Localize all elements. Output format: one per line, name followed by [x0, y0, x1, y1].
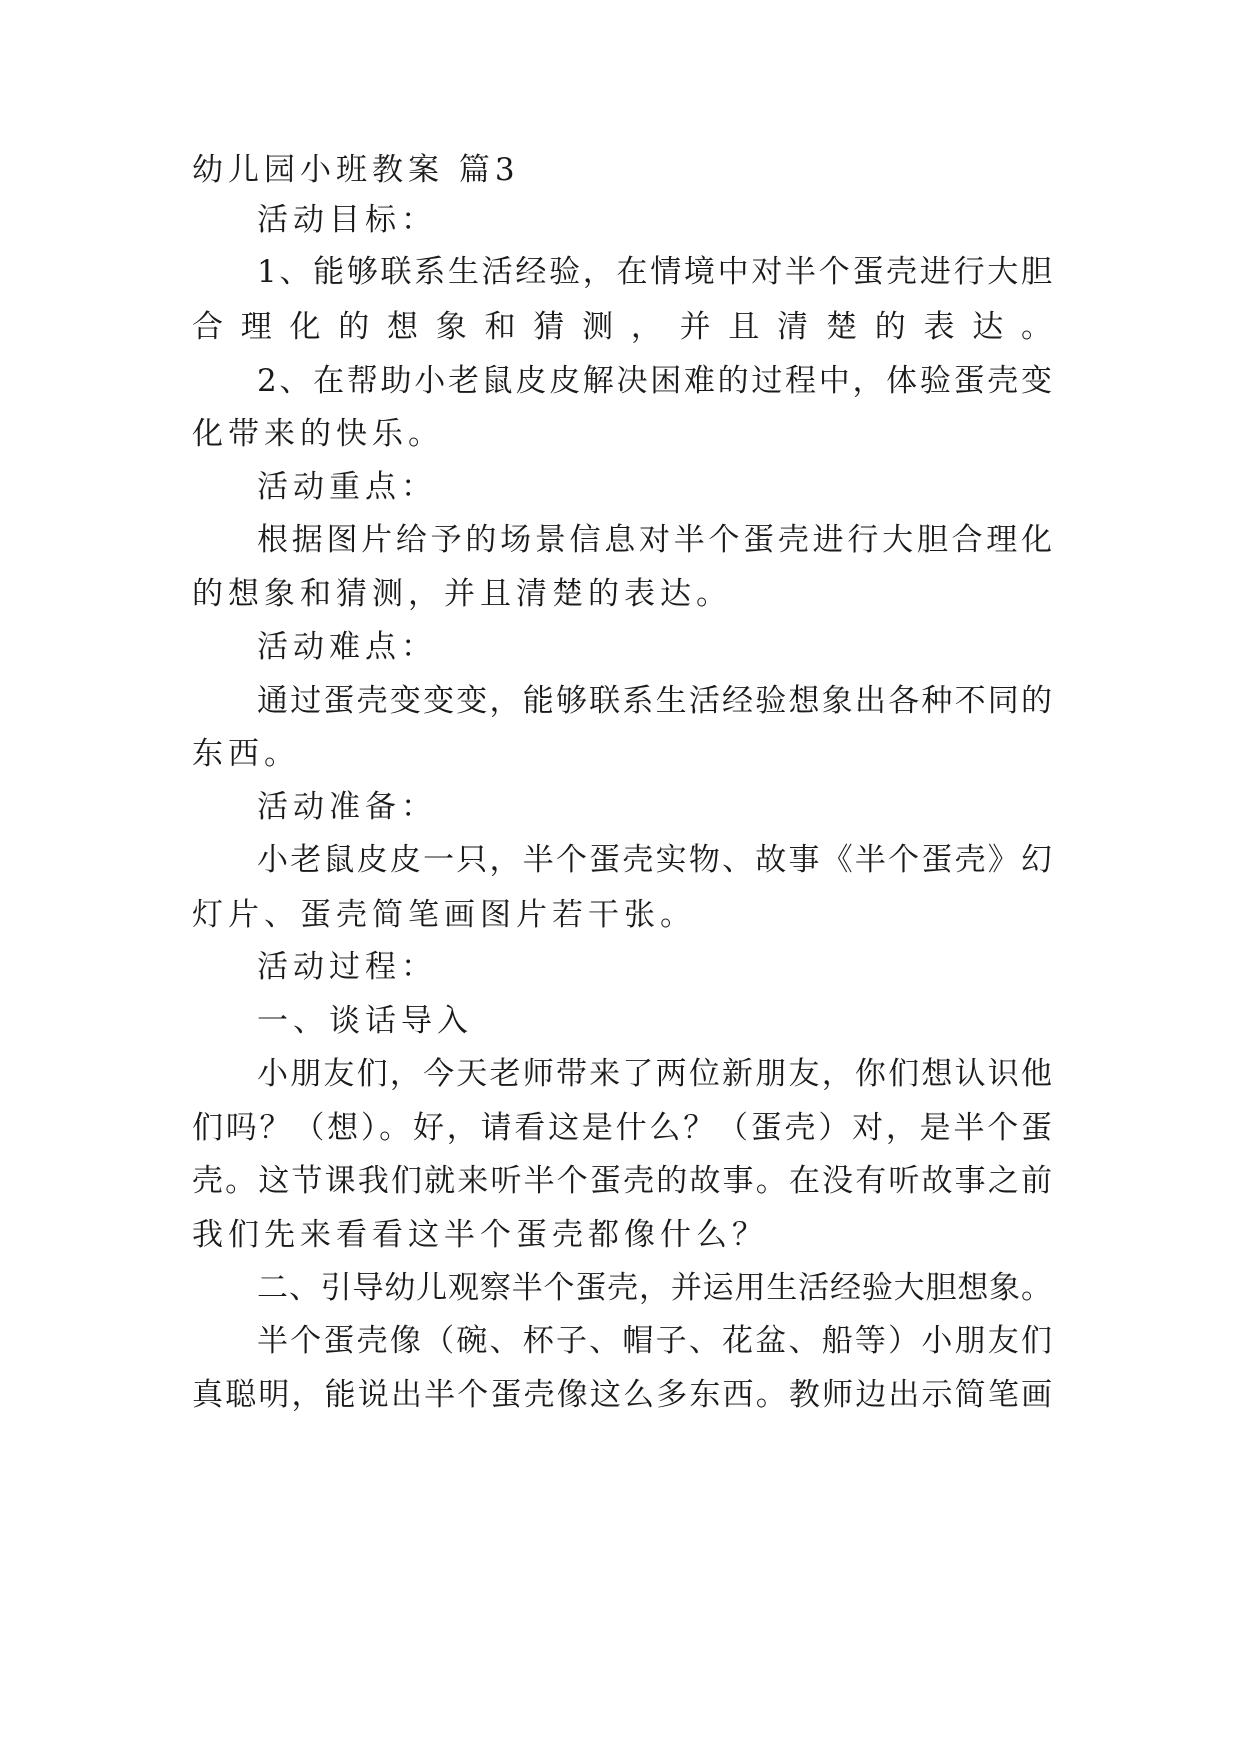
paragraph-line: 1、能够联系生活经验，在情境中对半个蛋壳进行大胆	[257, 254, 1052, 290]
paragraph-line: 根据图片给予的场景信息对半个蛋壳进行大胆合理化	[257, 522, 1052, 558]
paragraph-line: 们吗？（想）。好，请看这是什么？（蛋壳）对，是半个蛋	[192, 1110, 1052, 1146]
paragraph-line: 壳。这节课我们就来听半个蛋壳的故事。在没有听故事之前	[192, 1163, 1052, 1199]
paragraph-line: 我们先来看看这半个蛋壳都像什么？	[192, 1217, 768, 1253]
section-heading-preparation: 活动准备：	[257, 789, 437, 825]
subsection-heading: 二、引导幼儿观察半个蛋壳，并运用生活经验大胆想象。	[257, 1270, 1052, 1306]
section-heading-key-points: 活动重点：	[257, 469, 437, 505]
subsection-heading: 一、谈话导入	[257, 1003, 473, 1039]
paragraph-line: 小朋友们，今天老师带来了两位新朋友，你们想认识他	[257, 1056, 1052, 1092]
paragraph-line: 灯片、蛋壳简笔画图片若干张。	[192, 897, 696, 933]
paragraph-line: 通过蛋壳变变变，能够联系生活经验想象出各种不同的	[257, 683, 1052, 719]
paragraph-line: 真聪明，能说出半个蛋壳像这么多东西。教师边出示简笔画	[192, 1377, 1052, 1413]
paragraph-line: 的想象和猜测，并且清楚的表达。	[192, 576, 732, 612]
paragraph-line: 2、在帮助小老鼠皮皮解决困难的过程中，体验蛋壳变	[257, 363, 1052, 399]
section-heading-difficulties: 活动难点：	[257, 629, 437, 665]
paragraph-line: 化带来的快乐。	[192, 416, 444, 452]
paragraph-line: 东西。	[192, 736, 300, 772]
paragraph-line: 小老鼠皮皮一只，半个蛋壳实物、故事《半个蛋壳》幻	[257, 842, 1052, 878]
document-title: 幼儿园小班教案 篇3	[192, 152, 520, 188]
paragraph-line: 合理化的想象和猜测，并且清楚的表达。	[192, 309, 1052, 345]
paragraph-line: 半个蛋壳像（碗、杯子、帽子、花盆、船等）小朋友们	[257, 1323, 1052, 1359]
section-heading-process: 活动过程：	[257, 949, 437, 985]
section-heading-goals: 活动目标：	[257, 202, 437, 238]
